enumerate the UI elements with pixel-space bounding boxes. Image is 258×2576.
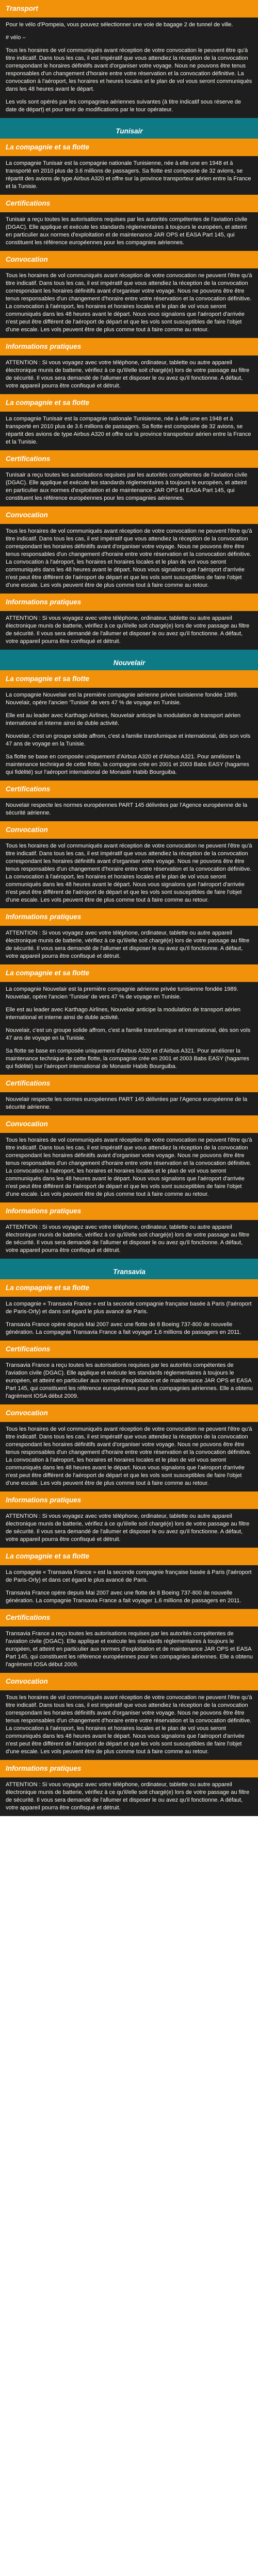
paragraph: La compagnie « Transavia France » est la seconde compagnie française basée à Paris (l'aéroport de Paris-Orly) et dans cet égard le plus avancé de Paris. xyxy=(6,1301,252,1315)
paragraph: La compagnie « Transavia France » est la seconde compagnie française basée à Paris (l'aéroport de Paris-Orly) et dans cet égard le plus avancé de Paris. xyxy=(6,1569,252,1583)
section-heading: Certifications xyxy=(0,1609,258,1626)
airline-title: Tunisair xyxy=(0,118,258,139)
paragraph: # vélo – xyxy=(6,35,26,41)
section-heading: La compagnie et sa flotte xyxy=(0,139,258,156)
paragraph: Elle est au leader avec Karthago Airlines, Nouvelair anticipe la modulation de transport aérien international et interne ainsi de duble activité. xyxy=(6,1007,240,1021)
section-heading: Convocation xyxy=(0,1404,258,1422)
text-block xyxy=(0,839,258,908)
section-heading: Convocation xyxy=(0,506,258,524)
section-heading: Convocation xyxy=(0,821,258,839)
section-heading: Transport xyxy=(0,0,258,18)
paragraph: La compagnie Nouvelair est la première compagnie aérienne privée tunisienne fondée 1989. Nouvelair, opère l'ancien 'Tunisie' de vers 47 % de voyage en Tunisie. xyxy=(6,692,238,706)
text-block xyxy=(0,688,258,781)
text-block xyxy=(0,268,258,338)
paragraph: Transavia France a reçu toutes les autorisations requises par les autorités compétentes de l'aviation civile (DGAC). Elle applique et exécute les standards réglementaires à toujours le européen, et atteint en particulier aux normes d'exploitation et de maintenance JAR OPS et EASA Part 145, qui constituent les référence européennes pour les compagnies aériennes. Elle a obtenu l'agrément IOSA début 2009. xyxy=(6,1362,253,1399)
section-heading: Convocation xyxy=(0,1673,258,1690)
text-block xyxy=(0,1422,258,1492)
airline-title: Nouvelair xyxy=(0,650,258,670)
text-block xyxy=(0,412,258,450)
section-heading: La compagnie et sa flotte xyxy=(0,1548,258,1565)
section-heading: Certifications xyxy=(0,1341,258,1358)
text-block xyxy=(0,1690,258,1760)
paragraph: Tous les horaires de vol communiqués avant réception de votre convocation ne peuvent l'être qu'à titre indicatif. Dans tous les cas, il est impératif que vous attendiez la réception de la convocation correspondant les horaires définitifs avant d'organiser votre voyage. Nous ne pouvons être être tenus responsables d'un changement d'horaire entre votre réservation et la convocation définitive. La convocation à l'aéroport, les horaires et horaires locales et le plan de vol vous seront communiqués dans les 48 heures avant le départ. Nous vous signalons que l'aéroport d'arrivée n'est peut être différent de l'aéroport de départ et que les vols sont susceptibles de faire l'objet d'une escale. Les vols peuvent être de plus comme tout à faire comme au retour. xyxy=(6,273,252,333)
paragraph: La compagnie Nouvelair est la première compagnie aérienne privée tunisienne fondée 1989. Nouvelair, opère l'ancien 'Tunisie' de vers 47 % de voyage en Tunisie. xyxy=(6,986,238,1000)
paragraph: Tous les horaires de vol communiqués avant réception de votre convocation ne peuvent l'être qu'à titre indicatif. Dans tous les cas, il est impératif que vous attendiez la réception de la convocation correspondant les horaires définitifs avant d'organiser votre voyage. Nous ne pouvons être être tenus responsables d'un changement d'horaire entre votre réservation et la convocation définitive. La convocation à l'aéroport, les horaires et horaires locales et le plan de vol vous seront communiqués dans les 48 heures avant le départ. Nous vous signalons que l'aéroport d'arrivée n'est peut être différent de l'aéroport de départ et que les vols sont susceptibles de faire l'objet d'une escale. Les vols peuvent être de plus comme tout à faire comme au retour. xyxy=(6,1694,252,1755)
paragraph: ATTENTION : Si vous voyagez avec votre téléphone, ordinateur, tablette ou autre appareil électronique munis de batterie, vérifiez à ce qu'il/elle soit chargé(e) lors de votre passage au filtre de sécurité. Il vous sera demandé de l'allumer et disposer le ou avez qu'il fonctionne. A défaut, votre appareil pourra être confisqué et détruit. xyxy=(6,1224,250,1253)
paragraph: ATTENTION : Si vous voyagez avec votre téléphone, ordinateur, tablette ou autre appareil électronique munis de batterie, vérifiez à ce qu'il/elle soit chargé(e) lors de votre passage au filtre de sécurité. Il vous sera demandé de l'allumer et disposer le ou avez qu'il fonctionne. A défaut, votre appareil pourra être confisqué et détruit. xyxy=(6,1782,250,1811)
section-heading: Informations pratiques xyxy=(0,594,258,611)
text-block xyxy=(0,1626,258,1673)
text-block xyxy=(0,1358,258,1404)
text-block xyxy=(0,798,258,821)
text-block xyxy=(0,926,258,964)
paragraph: ATTENTION : Si vous voyagez avec votre téléphone, ordinateur, tablette ou autre appareil électronique munis de batterie, vérifiez à ce qu'il/elle soit chargé(e) lors de votre passage au filtre de sécurité. Il vous sera demandé de l'allumer et disposer le ou avez qu'il fonctionne. A défaut, votre appareil pourra être confisqué et détruit. xyxy=(6,930,250,959)
paragraph: Tous les horaires de vol communiqués avant réception de votre convocation le peuvent être qu'à titre indicatif. Dans tous les cas, il est impératif que vous attendiez la réception de la convocation correspondant le horaires définitifs avant d'organiser votre voyage. Nous ne pouvons être tenus responsables d'un changement d'horaire entre votre réservation et la convocation définitive. La convocation à l'aéroport, les horaires et heures locales et le plan de vol vous seront communiqués dans les 48 heures avant le départ. xyxy=(6,47,252,92)
section-heading: La compagnie et sa flotte xyxy=(0,964,258,982)
paragraph: Nouvelair, c'est un groupe solide affrom, c'est a familie transfumique et international, dès son vols 47 ans de voyage en la Tunisie. xyxy=(6,1027,251,1041)
paragraph: Tunisair a reçu toutes les autorisations requises par les autorités compétentes de l'aviation civile (DGAC). Elle applique et exécute les standards réglementaires à toujours le européen, et atteint en particulier aux normes d'exploitation et de maintenance JAR OPS et EASA Part 145, qui constituent les référence européennes pour les compagnies aériennes. xyxy=(6,216,248,246)
text-block xyxy=(0,1297,258,1341)
paragraph: Tous les horaires de vol communiqués avant réception de votre convocation ne peuvent l'être qu'à titre indicatif. Dans tous les cas, il est impératif que vous attendiez la réception de la convocation correspondant les horaires définitifs avant d'organiser votre voyage. Nous ne pouvons être être tenus responsables d'un changement d'horaire entre votre réservation et la convocation définitive. La convocation à l'aéroport, les horaires et horaires locales et le plan de vol vous seront communiqués dans les 48 heures avant le départ. Nous vous signalons que l'aéroport d'arrivée n'est peut être différent de l'aéroport de départ et que les vols sont susceptibles de faire l'objet d'une escale. Les vols peuvent être de plus comme tout à faire comme au retour. xyxy=(6,1137,252,1197)
text-block xyxy=(0,524,258,594)
text-block xyxy=(0,355,258,394)
section-heading: Convocation xyxy=(0,251,258,268)
paragraph: Transavia France a reçu toutes les autorisations requises par les autorités compétentes de l'aviation civile (DGAC). Elle applique et exécute les standards réglementaires à toujours le européen, et atteint en particulier aux normes d'exploitation et de maintenance JAR OPS et EASA Part 145, qui constituent les référence européennes pour les compagnies aériennes. Elle a obtenu l'agrément IOSA début 2009. xyxy=(6,1631,253,1668)
paragraph: Transavia France opère depuis Mai 2007 avec une flotte de 8 Boeing 737-800 de nouvelle génération. La compagnie Transavia France a fait voyager 1,6 millions de passagers en 2011. xyxy=(6,1590,241,1604)
paragraph: Tous les horaires de vol communiqués avant réception de votre convocation ne peuvent l'être qu'à titre indicatif. Dans tous les cas, il est impératif que vous attendiez la réception de la convocation correspondant les horaires définitifs avant d'organiser votre voyage. Nous ne pouvons être être tenus responsables d'un changement d'horaire entre votre réservation et la convocation définitive. La convocation à l'aéroport, les horaires et horaires locales et le plan de vol vous seront communiqués dans les 48 heures avant le départ. Nous vous signalons que l'aéroport d'arrivée n'est peut être différent de l'aéroport de départ et que les vols sont susceptibles de faire l'objet d'une escale. Les vols peuvent être de plus comme tout à faire comme au retour. xyxy=(6,843,252,903)
paragraph: Nouvelair respecte les normes européennes PART 145 délivrées par l'Agence européenne de la sécurité aérienne. xyxy=(6,802,248,816)
text-block xyxy=(0,212,258,251)
section-heading: Informations pratiques xyxy=(0,908,258,926)
paragraph: Tous les horaires de vol communiqués avant réception de votre convocation ne peuvent l'être qu'à titre indicatif. Dans tous les cas, il est impératif que vous attendiez la réception de la convocation correspondant les horaires définitifs avant d'organiser votre voyage. Nous ne pouvons être être tenus responsables d'un changement d'horaire entre votre réservation et la convocation définitive. La convocation à l'aéroport, les horaires et horaires locales et le plan de vol vous seront communiqués dans les 48 heures avant le départ. Nous vous signalons que l'aéroport d'arrivée n'est peut être différent de l'aéroport de départ et que les vols sont susceptibles de faire l'objet d'une escale. Les vols peuvent être de plus comme tout à faire comme au retour. xyxy=(6,1426,252,1486)
text-block xyxy=(0,1509,258,1548)
text-block xyxy=(0,1565,258,1609)
paragraph: Tunisair a reçu toutes les autorisations requises par les autorités compétentes de l'aviation civile (DGAC). Elle applique et exécute les standards réglementaires à toujours le européen, et atteint en particulier aux normes d'exploitation et de maintenance JAR OPS et EASA Part 145, qui constituent les référence européennes pour les compagnies aériennes. xyxy=(6,472,248,501)
paragraph: Elle est au leader avec Karthago Airlines, Nouvelair anticipe la modulation de transport aérien international et interne ainsi de duble activité. xyxy=(6,713,240,726)
paragraph: Nouvelair, c'est un groupe solide affrom, c'est a familie transfumique et international, dès son vols 47 ans de voyage en la Tunisie. xyxy=(6,733,251,747)
text-block xyxy=(0,982,258,1075)
section-heading: Informations pratiques xyxy=(0,1202,258,1220)
paragraph: Pour le vélo d'Pompeia, vous pouvez sélectionner une voie de bagage 2 de tunnel de ville. xyxy=(6,22,233,28)
paragraph: La compagnie Tunisair est la compagnie nationale Tunisienne, née à elle une en 1948 et à transporté en 2010 plus de 3.6 millions de passagers. Sa flotte est composée de 32 avions, se répartit des avions de type Airbus A320 et offre sur la province transporteur aérien entre la France et la Tunisie. xyxy=(6,160,251,190)
paragraph: ATTENTION : Si vous voyagez avec votre téléphone, ordinateur, tablette ou autre appareil électronique munis de batterie, vérifiez à ce qu'il/elle soit chargé(e) lors de votre passage au filtre de sécurité. Il vous sera demandé de l'allumer et disposer le ou avez qu'il fonctionne. A défaut, votre appareil pourra être confisqué et détruit. xyxy=(6,615,250,645)
text-block xyxy=(0,1092,258,1115)
section-heading: Convocation xyxy=(0,1115,258,1133)
paragraph: Sa flotte se base en composée uniquement d'Airbus A320 et d'Airbus A321. Pour améliorer la maintenance technique de cette flotte, la compagnie crée en 2001 et 2003 Babs EASY (hagarres qui fidèlité) sur l'aéroport international de Monastir Habib Bourguiba. xyxy=(6,1048,249,1070)
paragraph: ATTENTION : Si vous voyagez avec votre téléphone, ordinateur, tablette ou autre appareil électronique munis de batterie, vérifiez à ce qu'il/elle soit chargé(e) lors de votre passage au filtre de sécurité. Il vous sera demandé de l'allumer et disposer le ou avez qu'il fonctionne. A défaut, votre appareil pourra être confisqué et détruit. xyxy=(6,1513,250,1543)
text-block xyxy=(0,1777,258,1816)
text-block xyxy=(0,1220,258,1259)
text-block xyxy=(0,1133,258,1202)
section-heading: La compagnie et sa flotte xyxy=(0,670,258,688)
airline-title: Transavia xyxy=(0,1259,258,1279)
text-block xyxy=(0,18,258,118)
section-heading: Informations pratiques xyxy=(0,1760,258,1777)
text-block xyxy=(0,156,258,195)
section-heading: Certifications xyxy=(0,195,258,212)
section-heading: La compagnie et sa flotte xyxy=(0,1279,258,1297)
text-block xyxy=(0,468,258,506)
paragraph: Sa flotte se base en composée uniquement d'Airbus A320 et d'Airbus A321. Pour améliorer la maintenance technique de cette flotte, la compagnie crée en 2001 et 2003 Babs EASY (hagarres qui fidèlité) sur l'aéroport international de Monastir Habib Bourguiba. xyxy=(6,754,249,775)
text-block xyxy=(0,611,258,650)
paragraph: Les vols sont opérés par les compagnies aériennes suivantes (à titre indicatif sous réserve de date de départ) et pour tenir de modifications par le tour opérateur. xyxy=(6,99,241,113)
paragraph: Tous les horaires de vol communiqués avant réception de votre convocation ne peuvent l'être qu'à titre indicatif. Dans tous les cas, il est impératif que vous attendiez la réception de la convocation correspondant les horaires définitifs avant d'organiser votre voyage. Nous ne pouvons être être tenus responsables d'un changement d'horaire entre votre réservation et la convocation définitive. La convocation à l'aéroport, les horaires et horaires locales et le plan de vol vous seront communiqués dans les 48 heures avant le départ. Nous vous signalons que l'aéroport d'arrivée n'est peut être différent de l'aéroport de départ et que les vols sont susceptibles de faire l'objet d'une escale. Les vols peuvent être de plus comme tout à faire comme au retour. xyxy=(6,528,252,588)
paragraph: Nouvelair respecte les normes européennes PART 145 délivrées par l'Agence européenne de la sécurité aérienne. xyxy=(6,1096,248,1110)
section-heading: Certifications xyxy=(0,1075,258,1092)
section-heading: Certifications xyxy=(0,781,258,798)
section-heading: La compagnie et sa flotte xyxy=(0,394,258,412)
paragraph: Transavia France opère depuis Mai 2007 avec une flotte de 8 Boeing 737-800 de nouvelle génération. La compagnie Transavia France a fait voyager 1,6 millions de passagers en 2011. xyxy=(6,1321,241,1335)
section-heading: Informations pratiques xyxy=(0,1492,258,1509)
section-heading: Informations pratiques xyxy=(0,338,258,355)
paragraph: ATTENTION : Si vous voyagez avec votre téléphone, ordinateur, tablette ou autre appareil électronique munis de batterie, vérifiez à ce qu'il/elle soit chargé(e) lors de votre passage au filtre de sécurité. Il vous sera demandé de l'allumer et disposer le ou avez qu'il fonctionne. A défaut, votre appareil pourra être confisqué et détruit. xyxy=(6,360,250,389)
section-heading: Certifications xyxy=(0,450,258,468)
paragraph: La compagnie Tunisair est la compagnie nationale Tunisienne, née à elle une en 1948 et à transporté en 2010 plus de 3.6 millions de passagers. Sa flotte est composée de 32 avions, se répartit des avions de type Airbus A320 et offre sur la province transporteur aérien entre la France et la Tunisie. xyxy=(6,416,251,445)
